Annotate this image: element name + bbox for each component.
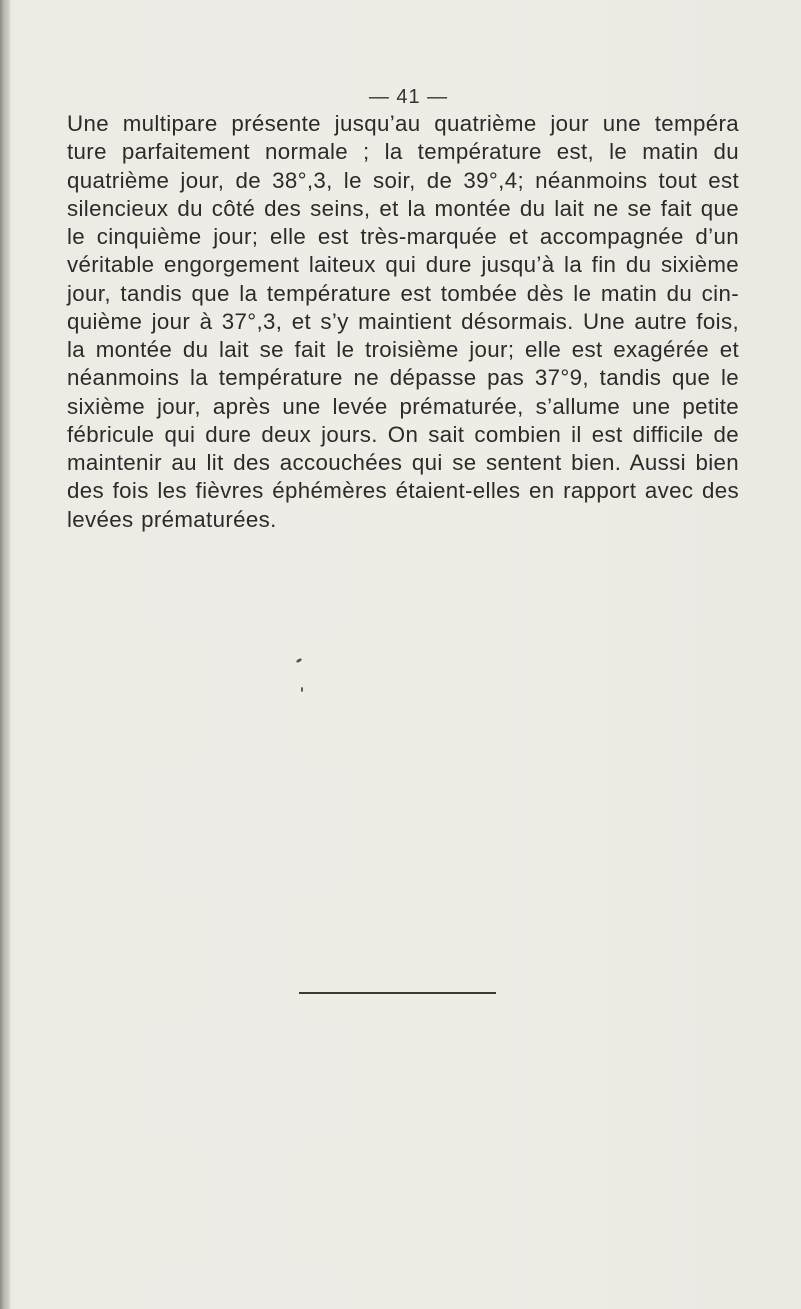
ink-speck xyxy=(296,658,303,664)
separator-rule xyxy=(299,992,496,994)
paragraph: Une multipare présente jusqu’au quatrième jour une tempéra ture parfaitement normale ; la température est, le matin du quatrième jour, de 38°,3, le soir, de 39°,4; néanmoins tout est silencieux du côté des seins, et la montée du lait ne se fait que le cinquième jour; elle est très-marquée et accompagnée d’un véritable engorgement laiteux qui dure jusqu’à la fin du sixième jour, tandis que la température est tombée dès le matin du cin- quième jour à 37°,3, et s’y maintient désormais. Une autre fois, la montée du lait se fait le troisième jour; elle est exagérée et néanmoins la température ne dépasse pas 37°9, tandis que le sixième jour, après une levée prématurée, s’allume une petite fébricule qui dure deux jours. On sait combien il est difficile de maintenir au lit des accouchées qui se sentent bien. Aussi bien des fois les fièvres éphémères étaient-elles en rapport avec des levées prématurées. xyxy=(67,111,739,532)
page-binding-edge xyxy=(0,0,10,1309)
page-number: — 41 — xyxy=(368,86,449,108)
body-text xyxy=(67,110,739,534)
ink-speck xyxy=(301,687,303,692)
